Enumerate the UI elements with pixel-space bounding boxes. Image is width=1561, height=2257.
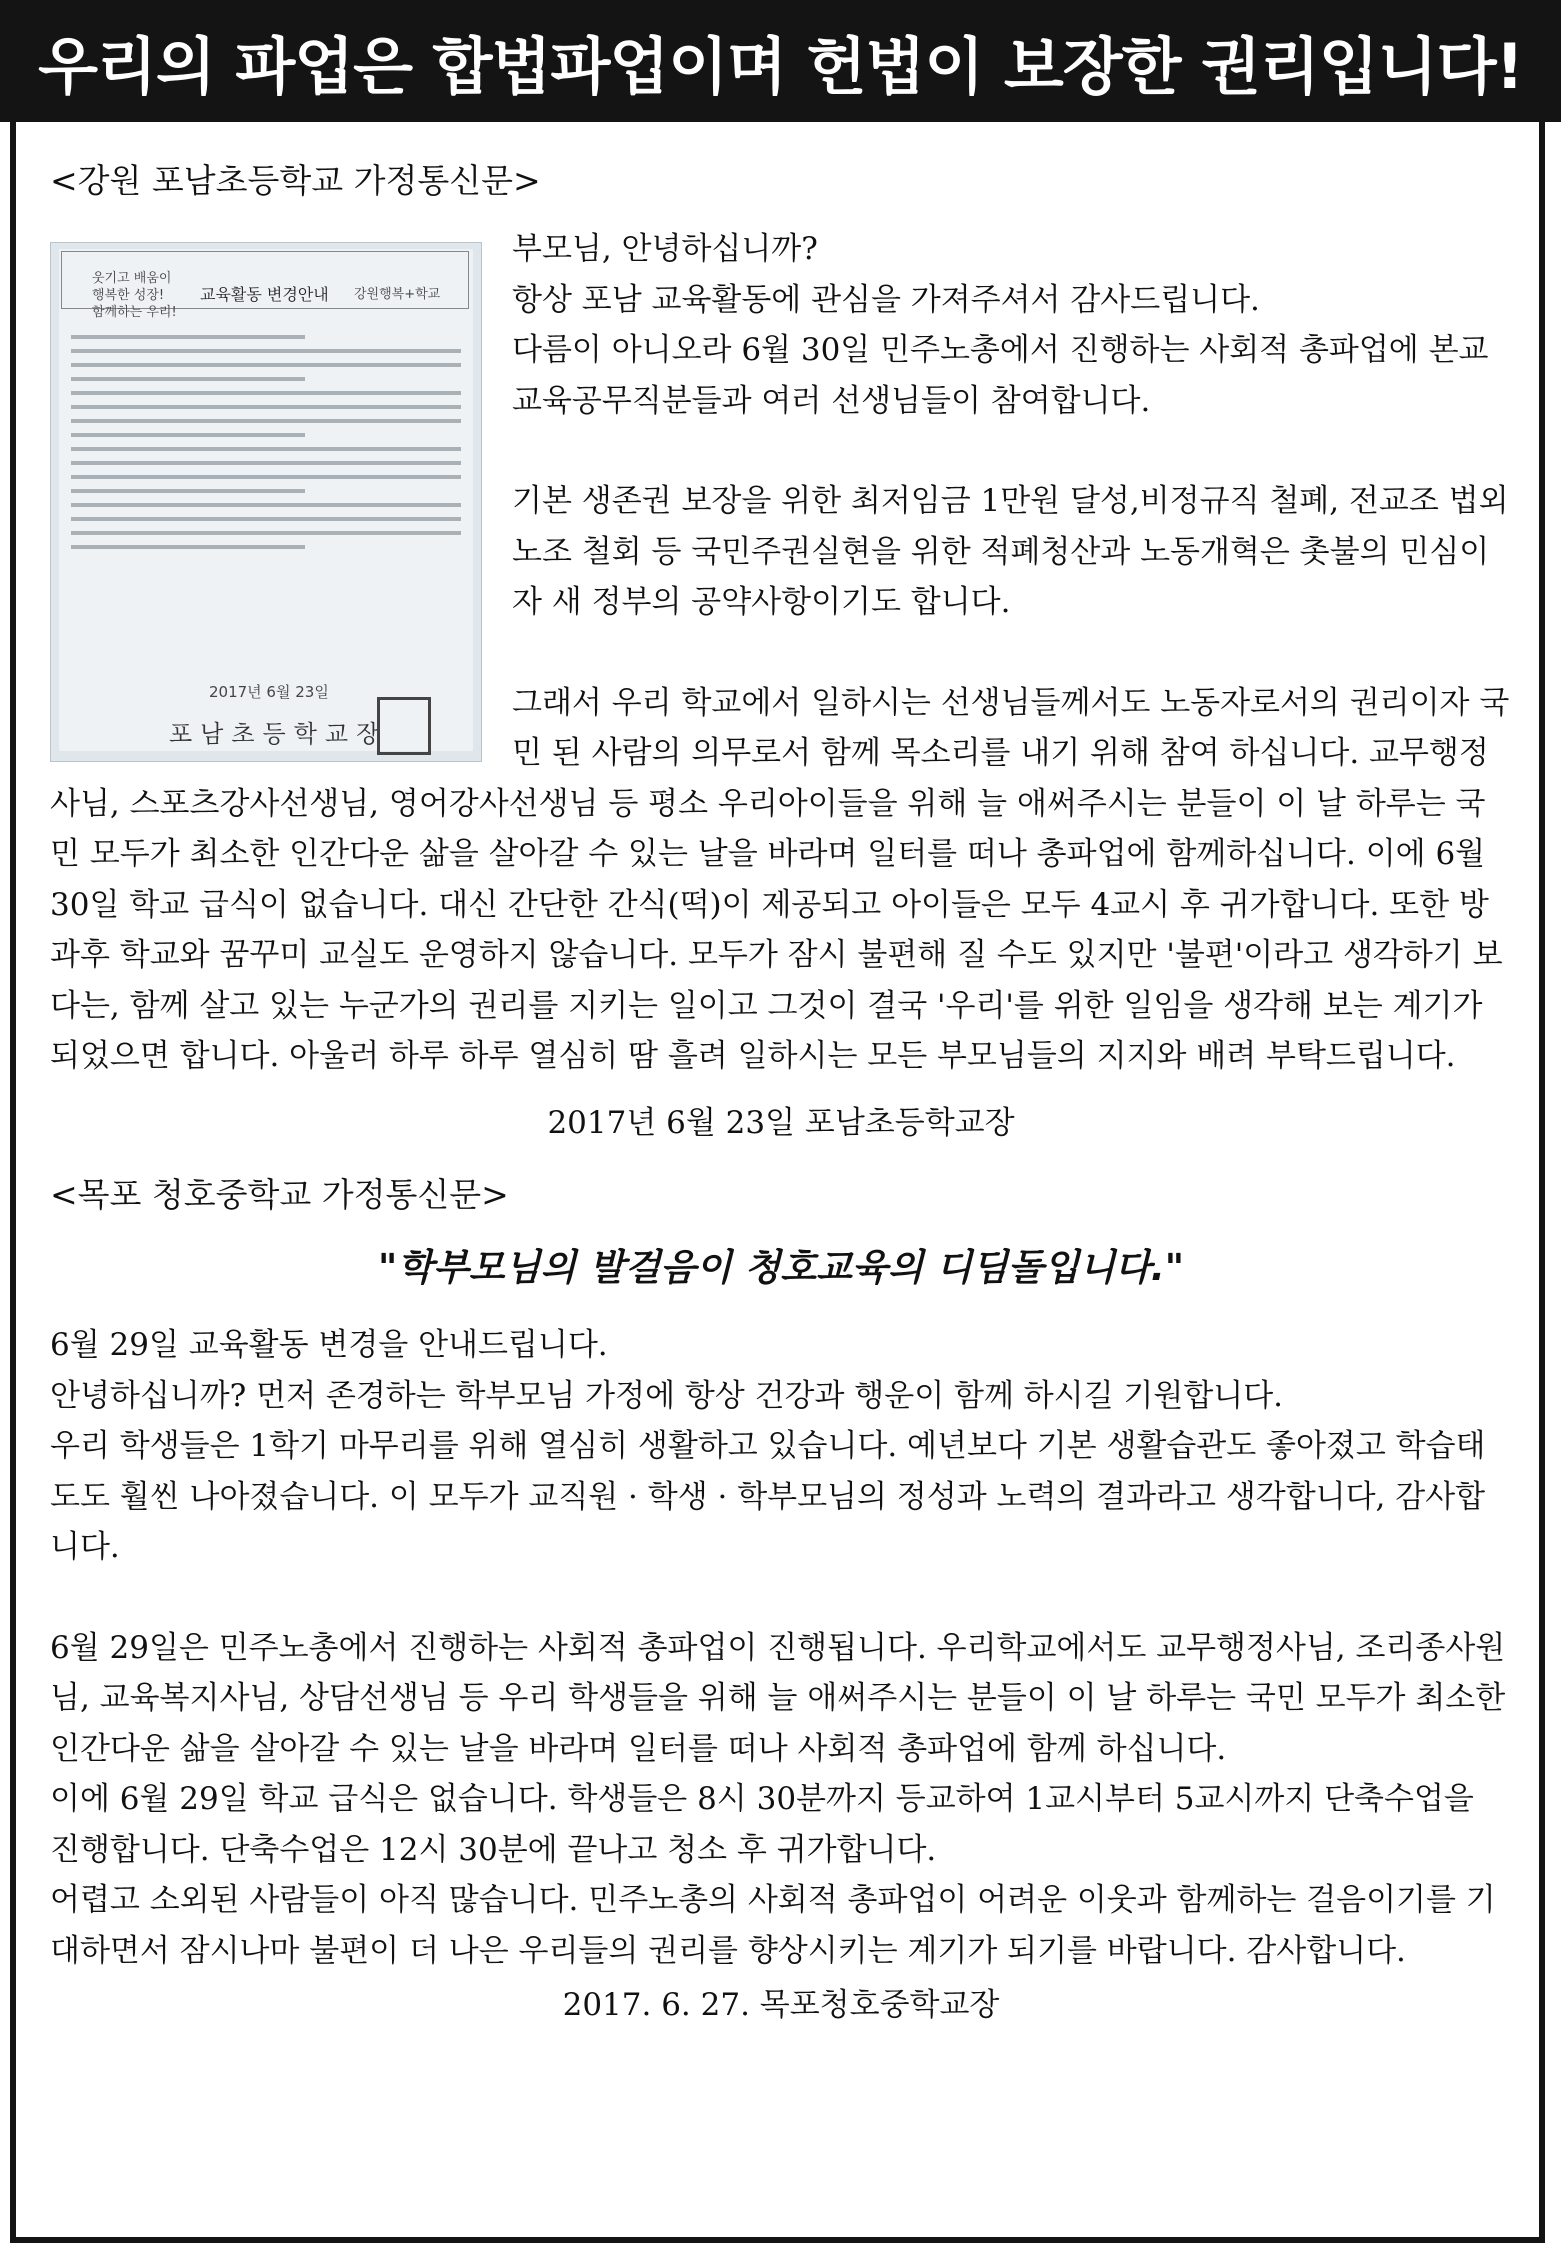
headline-title: 우리의 파업은 합법파업이며 헌법이 보장한 권리입니다! bbox=[38, 29, 1523, 103]
section1-paragraph: 부모님, 안녕하십니까? bbox=[512, 231, 818, 267]
section2-paragraph: 이에 6월 29일 학교 급식은 없습니다. 학생들은 8시 30분까지 등교하여 1교시부터 5교시까지 단축수업을 진행합니다. 단축수업은 12시 30분에 끝나고 청소 후 귀가합니다. bbox=[50, 1781, 1474, 1868]
section2-paragraph: 6월 29일은 민주노총에서 진행하는 사회적 총파업이 진행됩니다. 우리학교에서도 교무행정사님, 조리종사원님, 교육복지사님, 상담선생님 등 우리 학생들을 위해 늘 애써주시는 분들이 이 날 하루는 국민 모두가 최소한 인간다운 삶을 살아갈 수 있는 날을 바라며 일터를 떠나 사회적 총파업에 함께 하십니다. bbox=[50, 1629, 1506, 1767]
section2-paragraph: 어렵고 소외된 사람들이 아직 많습니다. 민주노총의 사회적 총파업이 어려운 이웃과 함께하는 걸음이기를 기대하면서 잠시나마 불편이 더 나은 우리들의 권리를 향상시키는 계기가 되기를 바랍니다. 감사합니다. bbox=[50, 1882, 1496, 1969]
section1-signoff: 2017년 6월 23일 포남초등학교장 bbox=[547, 1104, 1015, 1141]
section1-paragraph: 항상 포남 교육활동에 관심을 가져주셔서 감사드립니다. bbox=[512, 281, 1260, 318]
section2-heading: <목포 청호중학교 가정통신문> bbox=[50, 1175, 509, 1214]
section2-signoff: 2017. 6. 27. 목포청호중학교장 bbox=[562, 1987, 1000, 2023]
notice-photo-school: 포남초등학교장 bbox=[169, 720, 388, 748]
section2-paragraph: 안녕하십니까? 먼저 존경하는 학부모님 가정에 항상 건강과 행운이 함께 하시길 기원합니다. bbox=[50, 1377, 1284, 1414]
notice-photo bbox=[50, 242, 482, 762]
section1-paragraph: 다름이 아니오라 6월 30일 민주노총에서 진행하는 사회적 총파업에 본교 교육공무직분들과 여러 선생님들이 참여합니다. bbox=[512, 332, 1489, 419]
section2-motto: "학부모님의 발걸음이 청호교육의 디딤돌입니다." bbox=[377, 1246, 1185, 1289]
section2-paragraph: 6월 29일 교육활동 변경을 안내드립니다. bbox=[50, 1327, 608, 1363]
section1-paragraph: 그래서 우리 학교에서 일하시는 선생님들께서도 노동자로서의 권리이자 국민 된 사람의 의무로서 함께 목소리를 내기 위해 참여 하십니다. 교무행정사님, 스포츠강사선생님, 영어강사선생님 등 평소 우리아이들을 위해 늘 애써주시는 분들이 이 날 하루는 국민 모두가 최소한 인간다운 삶을 살아갈 수 있는 날을 바라며 일터를 떠나 총파업에 함께하십니다. 이에 6월 30일 학교 급식이 없습니다. 대신 간단한 간식(떡)이 제공되고 아이들은 모두 4교시 후 귀가합니다. 또한 방과후 학교와 꿈꾸미 교실도 운영하지 않습니다. 모두가 잠시 불편해 질 수도 있지만 '불편'이라고 생각하기 보다는, 함께 살고 있는 누군가의 권리를 지키는 일이고 그것이 결국 '우리'를 위한 일임을 생각해 보는 계기가 되었으면 합니다. 아울러 하루 하루 열심히 땀 흘려 일하시는 모든 부모님들의 지지와 배려 부탁드립니다. bbox=[50, 684, 1510, 1074]
section2-paragraph: 우리 학생들은 1학기 마무리를 위해 열심히 생활하고 있습니다. 예년보다 기본 생활습관도 좋아졌고 학습태도도 훨씬 나아졌습니다. 이 모두가 교직원 · 학생 · 학부모님의 정성과 노력의 결과라고 생각합니다, 감사합니다. bbox=[50, 1428, 1486, 1565]
article-body bbox=[50, 152, 1512, 2053]
headline-banner bbox=[0, 0, 1561, 122]
notice-photo-header: 웃기고 배움이 행복한 성장! 함께하는 우리! 교육활동 변경안내 강원행복+학교 bbox=[61, 251, 469, 309]
section1-heading: <강원 포남초등학교 가정통신문> bbox=[50, 161, 541, 200]
section1-paragraph: 기본 생존권 보장을 위한 최저임금 1만원 달성,비정규직 철폐, 전교조 법외노조 철회 등 국민주권실현을 위한 적폐청산과 노동개혁은 촛불의 민심이자 새 정부의 공약사항이기도 합니다. bbox=[512, 483, 1509, 620]
notice-photo-date: 2017년 6월 23일 bbox=[209, 683, 329, 701]
notice-photo-text-lines bbox=[71, 325, 461, 559]
school-seal-stamp bbox=[377, 697, 431, 755]
